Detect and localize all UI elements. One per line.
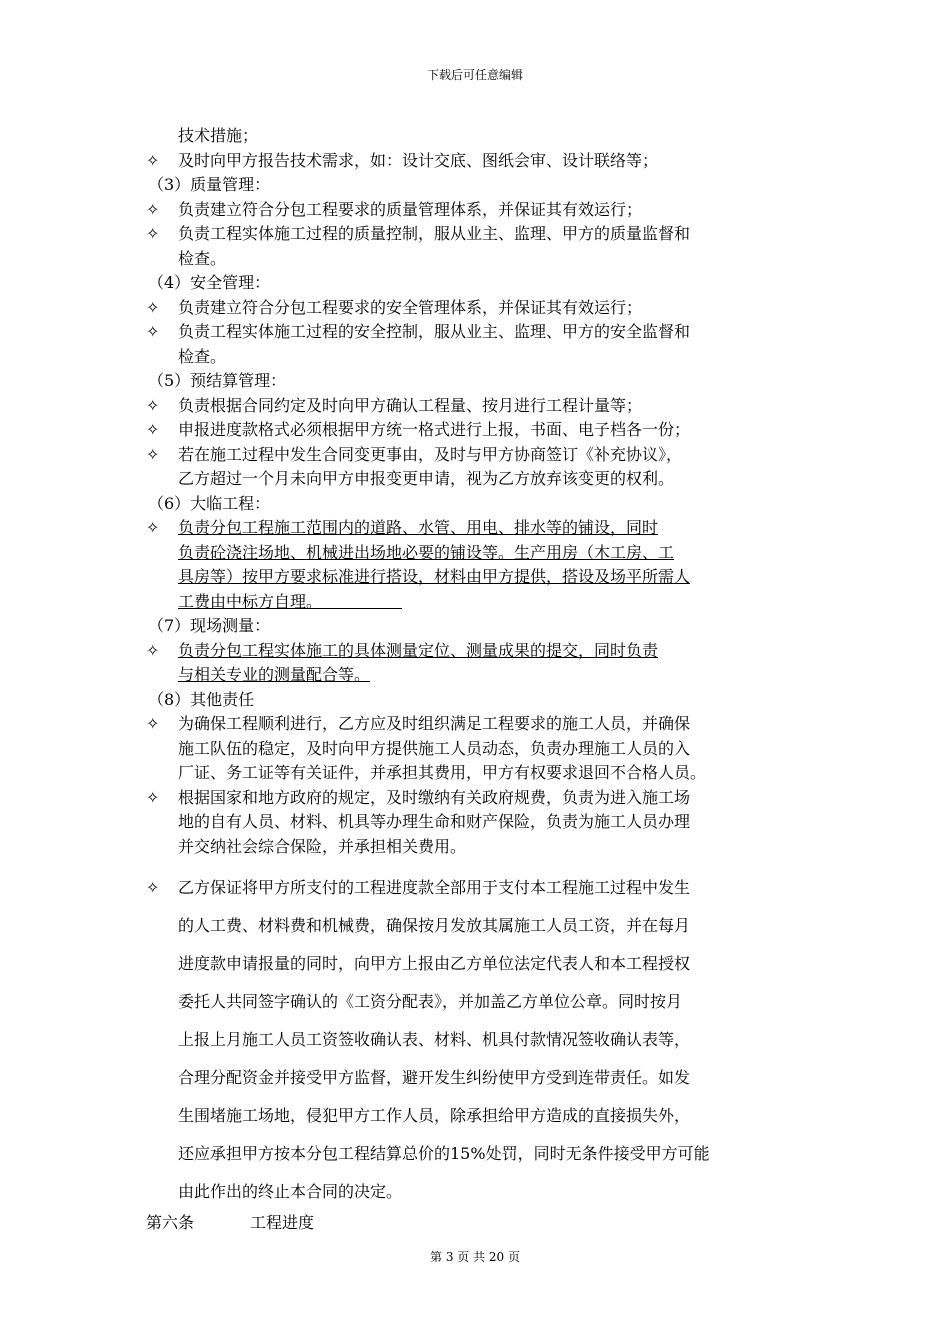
- diamond-star-icon: ✧: [146, 787, 160, 807]
- diamond-star-icon: ✧: [146, 150, 160, 170]
- bullet-line: ✧ 为确保工程顺利进行，乙方应及时组织满足工程要求的施工人员，并确保: [146, 712, 806, 737]
- document-body: [146, 124, 806, 1236]
- text-line: 厂证、务工证等有关证件，并承担其费用，甲方有权要求退回不合格人员。: [178, 763, 707, 782]
- diamond-star-icon: ✧: [146, 395, 160, 415]
- text-line: 委托人共同签字确认的《工资分配表》，并加盖乙方单位公章。同时按月: [178, 992, 683, 1011]
- page-footer: 第 3 页 共 20 页: [430, 1250, 520, 1264]
- section-heading: （5）预结算管理：: [148, 371, 287, 390]
- article-title: 工程进度: [250, 1213, 315, 1232]
- bullet-line: ✧ 乙方保证将甲方所支付的工程进度款全部用于支付本工程施工过程中发生: [146, 869, 806, 907]
- article-number: 第六条: [146, 1213, 195, 1232]
- bullet-line: ✧ 申报进度款格式必须根据甲方统一格式进行上报，书面、电子档各一份；: [146, 418, 806, 443]
- bullet-line: ✧ 负责工程实体施工过程的质量控制，服从业主、监理、甲方的质量监督和: [146, 222, 806, 247]
- bullet-line: ✧ 负责建立符合分包工程要求的质量管理体系，并保证其有效运行；: [146, 198, 806, 223]
- diamond-star-icon: ✧: [146, 199, 160, 219]
- diamond-star-icon: ✧: [146, 224, 160, 243]
- bullet-line: ✧ 及时向甲方报告技术需求，如：设计交底、图纸会审、设计联络等；: [146, 149, 806, 174]
- text-line: 由此作出的终止本合同的决定。: [178, 1182, 403, 1201]
- bullet-line: ✧ 负责根据合同约定及时向甲方确认工程量、按月进行工程计量等；: [146, 394, 806, 419]
- text-line: 还应承担甲方按本分包工程结算总价的15%处罚，同时无条件接受甲方可能: [178, 1144, 710, 1163]
- section-heading: （4）安全管理：: [148, 273, 271, 292]
- diamond-star-icon: ✧: [146, 420, 160, 439]
- text-line: 进度款申请报量的同时，向甲方上报由乙方单位法定代表人和本工程授权: [178, 954, 691, 973]
- section-heading: （6）大临工程：: [148, 493, 271, 513]
- article-heading: [146, 1211, 806, 1236]
- text-line: 乙方超过一个月未向甲方申报变更申请，视为乙方放弃该变更的权利。: [178, 469, 675, 488]
- section-heading: （3）质量管理：: [148, 175, 271, 194]
- text-line: 上报上月施工人员工资签收确认表、材料、机具付款情况签收确认表等，: [178, 1030, 691, 1049]
- bullet-line: ✧ 负责分包工程施工范围内的道路、水管、用电、排水等的铺设，同时: [146, 516, 806, 541]
- bullet-line: ✧ 负责分包工程实体施工的具体测量定位、测量成果的提交，同时负责: [146, 639, 806, 664]
- text-line: 技术措施；: [178, 126, 259, 145]
- bullet-line: ✧ 负责工程实体施工过程的安全控制，服从业主、监理、甲方的安全监督和: [146, 320, 806, 345]
- text-line: 地的自有人员、材料、机具等办理生命和财产保险，负责为施工人员办理: [178, 812, 691, 831]
- section-heading: （7）现场测量：: [148, 616, 271, 635]
- text-line: 检查。: [178, 346, 227, 366]
- diamond-star-icon: ✧: [146, 714, 160, 733]
- bullet-line: ✧ 根据国家和地方政府的规定，及时缴纳有关政府规费，负责为进入施工场: [146, 786, 806, 811]
- page-header: 下载后可任意编辑: [426, 68, 523, 82]
- text-line: 的人工费、材料费和机械费，确保按月发放其属施工人员工资，并在每月: [178, 916, 691, 935]
- diamond-star-icon: ✧: [146, 640, 160, 660]
- text-line: 施工队伍的稳定，及时向甲方提供施工人员动态，负责办理施工人员的入: [178, 738, 691, 758]
- diamond-star-icon: ✧: [146, 444, 160, 464]
- section-heading: （8）其他责任: [148, 689, 255, 709]
- bullet-line: ✧ 负责建立符合分包工程要求的安全管理体系，并保证其有效运行；: [146, 296, 806, 321]
- underlined-text-line: 具房等）按甲方要求标准进行搭设，材料由甲方提供，搭设及场平所需人: [178, 567, 691, 586]
- underlined-text-line: 与相关专业的测量配合等。: [178, 665, 371, 684]
- diamond-star-icon: ✧: [146, 297, 160, 317]
- diamond-star-icon: ✧: [146, 878, 160, 897]
- diamond-star-icon: ✧: [146, 322, 160, 341]
- diamond-star-icon: ✧: [146, 518, 160, 537]
- text-line: 合理分配资金并接受甲方监督，避开发生纠纷使甲方受到连带责任。如发: [178, 1068, 691, 1087]
- text-line: 并交纳社会综合保险，并承担相关费用。: [178, 836, 467, 856]
- text-line: 生围堵施工场地，侵犯甲方工作人员，除承担给甲方造成的直接损失外，: [178, 1106, 691, 1125]
- text-line: 检查。: [178, 248, 227, 268]
- underlined-text-line: 工费由中标方自理。: [178, 591, 323, 611]
- underlined-text-line: 负责砼浇注场地、机械进出场地必要的铺设等。生产用房（木工房、工: [178, 542, 675, 562]
- bullet-line: ✧ 若在施工过程中发生合同变更事由，及时与甲方协商签订《补充协议》，: [146, 443, 806, 468]
